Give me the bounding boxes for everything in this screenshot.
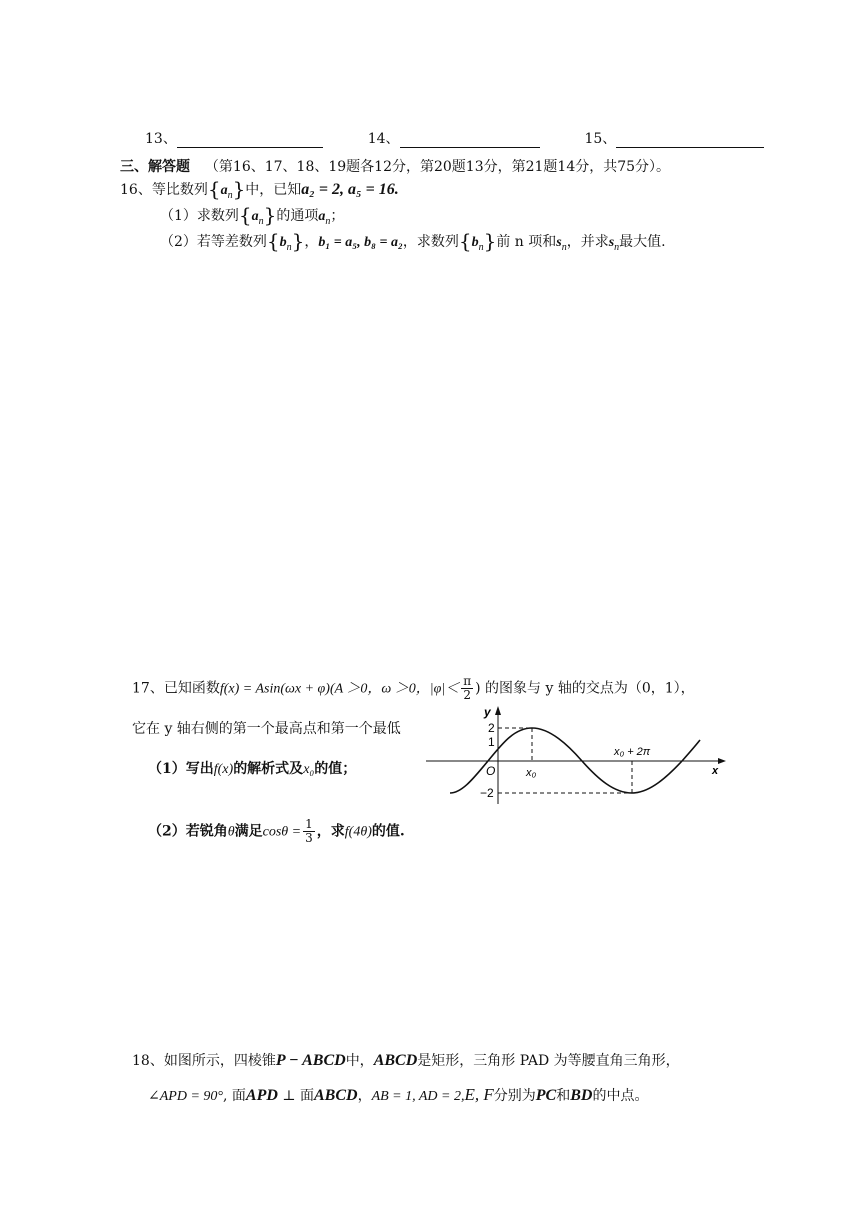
section-header [120,158,670,176]
question-17-line-2: 它在 y 轴右侧的第一个最高点和第一个最低 [132,721,401,737]
blank-15-line[interactable] [616,133,764,148]
q16-p2-text-6: 最大值. [619,234,666,250]
blank-13-line[interactable] [177,133,323,148]
q16-p2-text-3: ，求数列 [402,234,459,250]
q17-function: f(x) = Asin(ωx + φ)(A ＞0，ω ＞0，|φ|＜ [219,681,460,697]
question-17-part-1: （1）写出f(x)的解析式及x₀的值； [148,761,357,777]
question-16-stem: 16、等比数列$\{a_n\}$中，已知a₂ = 2, a₅ = 16. [120,177,399,201]
q16-p2-text-5: ，并求 [566,234,609,250]
y-axis-label: y [484,705,491,719]
q16-p1-text-1: （1）求数列 [160,208,239,224]
q17-one-third: $\frac{1}{3}$ [305,817,313,845]
question-16-part-1: （1）求数列$\{a_n\}$的通项$a_n$； [160,203,345,227]
q16-number: 16、 [120,182,152,198]
y-axis-arrow [495,706,501,715]
q16-p2-text-4: 前 n 项和 [496,234,557,250]
section-title: 三、解答题 [120,159,190,175]
blank-13-label: 13、 [145,131,177,147]
q16-text-2: 中，已知 [245,182,302,198]
x-axis-arrow [718,758,726,764]
tick-label-1: 1 [488,735,495,749]
tick-label-2: 2 [488,721,495,735]
sine-graph-figure [418,700,728,810]
question-18-line-2: ∠APD = 90°, 面APD ⊥ 面ABCD，AB = 1, AD = 2,E, F分别为PC和BD的中点。 [148,1085,649,1104]
q18-number: 18、 [132,1053,164,1069]
answer-blanks-row [145,130,764,148]
q17-number: 17、 [132,680,164,697]
origin-label: O [486,764,496,778]
q16-p2-condition: b₁ = a₅, b₈ = a₂ [318,235,403,250]
x0-label: x₀ [526,767,537,779]
q16-p1-text-2: 的通项 [276,208,319,224]
tick-label-minus-2: −2 [480,786,494,800]
q17-text-2: ) 的图象与 y 轴的交点为（0，1）， [475,680,695,697]
question-16-part-2: （2）若等差数列$\{b_n\}$，b₁ = a₅, b₈ = a₂，求数列$\{b_n\}$前 n 项和$s_n$，并求$s_n$最大值. [160,229,666,253]
x0-plus-2pi-label: x₀ + 2π [614,746,651,758]
blank-14-line[interactable] [400,133,540,148]
x-axis-label: x [712,765,719,777]
blank-15-label: 15、 [584,131,617,147]
q17-text-1: 已知函数 [163,680,220,697]
q16-p1-text-3: ； [330,208,345,224]
q17-pi-over-2: $\frac{\pi}{2}$ [463,674,472,702]
q16-p2-text-1: （2）若等差数列 [160,234,267,250]
q16-p2-text-2: ， [304,234,319,250]
section-note: （第16、17、18、19题各12分，第20题13分，第21题14分，共75分）。 [204,159,671,175]
question-17-part-2: （2）若锐角θ满足cosθ = $\frac{1}{3}$ ，求f(4θ)的值. [148,817,405,845]
question-17-stem [132,675,695,702]
q16-condition: a₂ = 2, a₅ = 16. [301,181,399,198]
blank-14-label: 14、 [367,131,400,147]
question-18-stem: 18、如图所示，四棱锥P − ABCD中，ABCD是矩形，三角形 PAD 为等腰直角三角形， [132,1052,680,1069]
q16-text-1: 等比数列 [151,182,208,198]
